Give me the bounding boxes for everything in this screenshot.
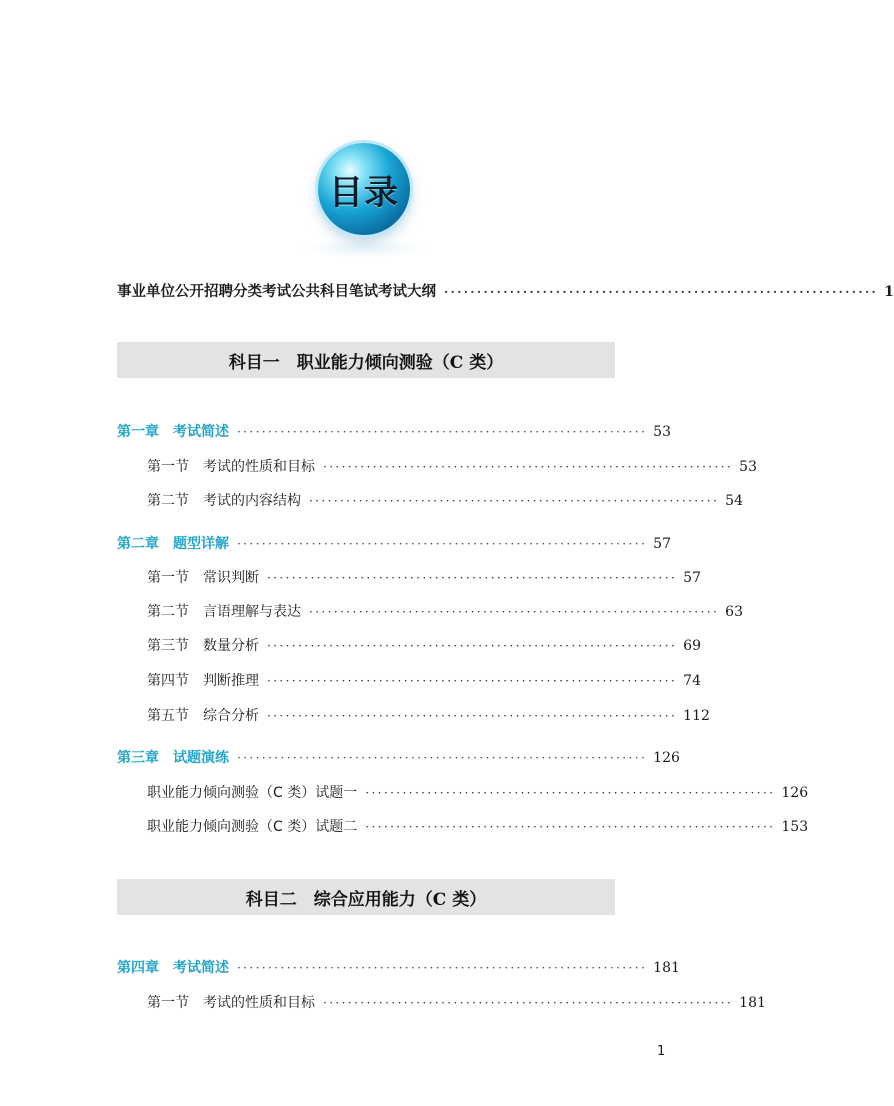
- toc-section[interactable]: [147, 567, 701, 589]
- entry-page: 112: [683, 708, 710, 724]
- leader-dots: ··································································: [267, 674, 678, 688]
- entry-label: 第三节 数量分析: [147, 638, 259, 654]
- toc-section[interactable]: [147, 601, 743, 623]
- entry-page: 74: [683, 673, 701, 689]
- toc-section[interactable]: [147, 782, 809, 804]
- entry-label: 职业能力倾向测验（C 类）试题一: [147, 785, 358, 801]
- toc-title-badge: [318, 143, 410, 235]
- toc-section[interactable]: [147, 456, 757, 478]
- leader-dots: ··································································: [444, 285, 879, 299]
- entry-page: 63: [725, 604, 743, 620]
- toc-section[interactable]: [147, 490, 743, 512]
- toc-chapter[interactable]: [117, 533, 671, 555]
- entry-page: 181: [653, 960, 680, 976]
- leader-dots: ··································································: [237, 751, 648, 765]
- leader-dots: ··································································: [309, 605, 720, 619]
- toc-section[interactable]: [147, 635, 701, 657]
- entry-label: 第一节 考试的性质和目标: [147, 459, 315, 475]
- toc-chapter[interactable]: [117, 747, 680, 769]
- entry-page: 181: [739, 995, 766, 1011]
- entry-page: 57: [653, 536, 671, 552]
- leader-dots: ··································································: [267, 709, 678, 723]
- toc-title: 目录: [329, 172, 399, 213]
- entry-page: 1: [884, 284, 894, 300]
- entry-label: 第一章 考试简述: [117, 424, 229, 440]
- entry-label: 第四节 判断推理: [147, 673, 259, 689]
- entry-page: 126: [653, 750, 680, 766]
- leader-dots: ··································································: [323, 460, 734, 474]
- entry-label: 第三章 试题演练: [117, 750, 229, 766]
- entry-label: 第一节 考试的性质和目标: [147, 995, 315, 1011]
- entry-page: 57: [683, 570, 701, 586]
- entry-label: 第二节 考试的内容结构: [147, 493, 301, 509]
- badge-reflection: [300, 238, 428, 258]
- entry-label: 第五节 综合分析: [147, 708, 259, 724]
- leader-dots: ··································································: [323, 996, 734, 1010]
- leader-dots: ··································································: [365, 820, 776, 834]
- entry-page: 53: [653, 424, 671, 440]
- page-number: 1: [657, 1044, 666, 1059]
- entry-label: 第二节 言语理解与表达: [147, 604, 301, 620]
- toc-chapter[interactable]: [117, 421, 671, 443]
- entry-page: 69: [683, 638, 701, 654]
- entry-label: 第一节 常识判断: [147, 570, 259, 586]
- entry-page: 54: [725, 493, 743, 509]
- entry-label: 职业能力倾向测验（C 类）试题二: [147, 819, 358, 835]
- entry-label: 第四章 考试简述: [117, 960, 229, 976]
- subject-banner: 科目二 综合应用能力（C 类）: [117, 879, 615, 915]
- entry-label: 第二章 题型详解: [117, 536, 229, 552]
- toc-section[interactable]: [147, 816, 809, 838]
- leader-dots: ··································································: [237, 537, 648, 551]
- leader-dots: ··································································: [237, 425, 648, 439]
- toc-section[interactable]: [147, 992, 766, 1014]
- toc-section[interactable]: [147, 705, 710, 727]
- entry-page: 153: [781, 819, 809, 835]
- leader-dots: ··································································: [365, 786, 776, 800]
- entry-page: 53: [739, 459, 757, 475]
- leader-dots: ··································································: [267, 571, 678, 585]
- toc-section[interactable]: [147, 670, 701, 692]
- leader-dots: ··································································: [267, 639, 678, 653]
- subject-banner: 科目一 职业能力倾向测验（C 类）: [117, 342, 615, 378]
- leader-dots: ··································································: [309, 494, 720, 508]
- toc-entry-outline[interactable]: [117, 281, 894, 303]
- entry-label: 事业单位公开招聘分类考试公共科目笔试考试大纲: [117, 284, 436, 300]
- entry-page: 126: [781, 785, 809, 801]
- toc-chapter[interactable]: [117, 957, 680, 979]
- leader-dots: ··································································: [237, 961, 648, 975]
